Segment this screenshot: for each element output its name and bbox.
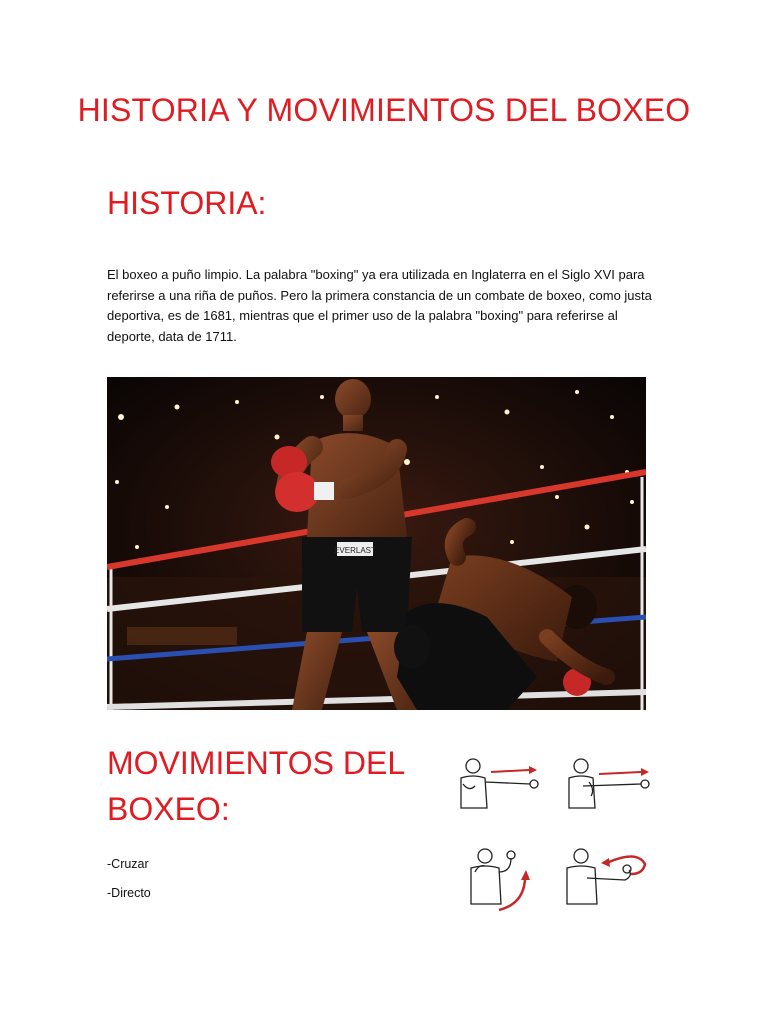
- boxing-moves-diagrams: [445, 752, 660, 922]
- jab-diagram-icon: [445, 752, 545, 832]
- hook-diagram-icon: [557, 842, 657, 922]
- trunks-brand-text: EVERLAST: [334, 546, 376, 555]
- move-item-cruzar: -Cruzar: [107, 857, 149, 871]
- moves-heading: MOVIMIENTOS DEL BOXEO:: [107, 745, 404, 827]
- history-paragraph: El boxeo a puño limpio. La palabra "boxing" ya era utilizada en Inglaterra en el Siglo XVI para referirse a una riña de puños. Pero la primera constancia de un combate de boxeo, como justa deportiva, es de 1681, mientras que el primer uso de la palabra "boxing" para referirse al deporte, data de 1711.: [107, 267, 652, 344]
- history-heading: HISTORIA:: [107, 185, 267, 221]
- move-item-directo: -Directo: [107, 886, 151, 900]
- uppercut-diagram-icon: [445, 842, 545, 922]
- cross-diagram-icon: [557, 752, 657, 832]
- document-title: HISTORIA Y MOVIMIENTOS DEL BOXEO: [77, 92, 691, 128]
- boxing-match-photo: [107, 377, 646, 710]
